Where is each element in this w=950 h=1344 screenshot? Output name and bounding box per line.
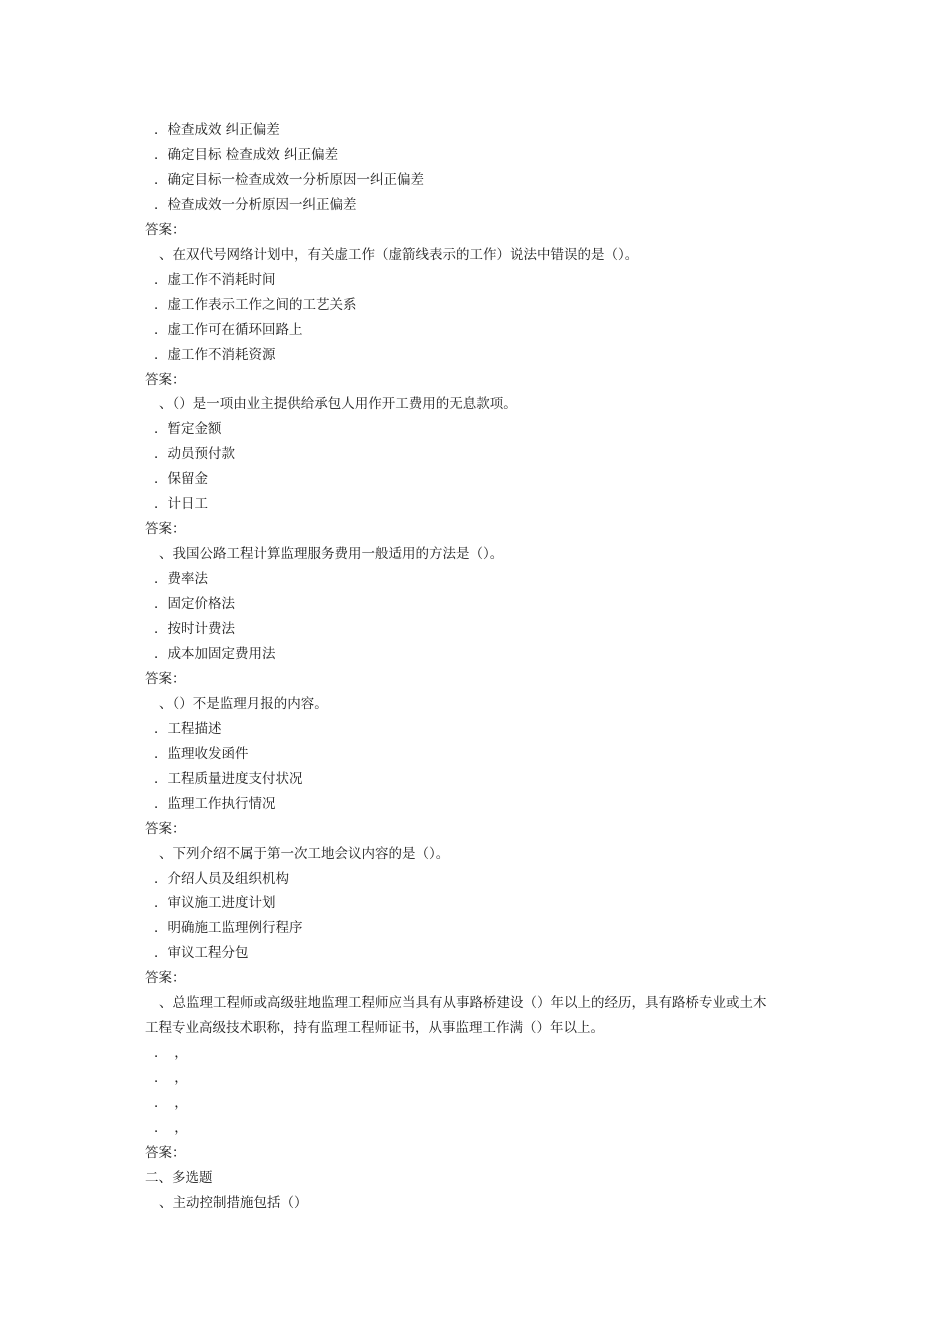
option-line: ．固定价格法 xyxy=(154,596,235,613)
option-line: ．审议施工进度计划 xyxy=(154,895,276,912)
option-line: ． ， xyxy=(154,1095,188,1112)
option-line: ．监理收发函件 xyxy=(154,745,249,762)
answer-label: 答案： xyxy=(145,970,186,987)
answer-label: 答案： xyxy=(145,670,186,687)
option-line: ．审议工程分包 xyxy=(154,945,249,962)
answer-label: 答案： xyxy=(145,521,186,538)
option-line: ． ， xyxy=(154,1070,188,1087)
question-text: 、（）不是监理月报的内容。 xyxy=(159,695,328,712)
question-text-continued: 工程专业高级技术职称，持有监理工程师证书，从事监理工作满（）年以上。 xyxy=(145,1020,604,1037)
option-line: ．明确施工监理例行程序 xyxy=(154,920,303,937)
option-line: ．检查成效一分析原因一纠正偏差 xyxy=(154,196,357,213)
option-line: ．确定目标 检查成效 纠正偏差 xyxy=(154,146,339,163)
option-line: ．动员预付款 xyxy=(154,446,235,463)
question-text: 、主动控制措施包括（） xyxy=(159,1194,308,1211)
option-line: ．保留金 xyxy=(154,471,208,488)
option-line: ．确定目标一检查成效一分析原因一纠正偏差 xyxy=(154,171,424,188)
answer-label: 答案： xyxy=(145,820,186,837)
answer-label: 答案： xyxy=(145,221,186,238)
section-heading: 二、多选题 xyxy=(145,1169,213,1186)
option-line: ．监理工作执行情况 xyxy=(154,795,276,812)
answer-label: 答案： xyxy=(145,371,186,388)
option-line: ． ， xyxy=(154,1045,188,1062)
answer-label: 答案： xyxy=(145,1144,186,1161)
option-line: ．成本加固定费用法 xyxy=(154,645,276,662)
option-line: ．暂定金额 xyxy=(154,421,222,438)
question-text: 、（）是一项由业主提供给承包人用作开工费用的无息款项。 xyxy=(159,396,517,413)
question-text: 、下列介绍不属于第一次工地会议内容的是（）。 xyxy=(159,845,450,862)
option-line: ．虚工作不消耗时间 xyxy=(154,271,276,288)
option-line: ．按时计费法 xyxy=(154,621,235,637)
option-line: ．虚工作可在循环回路上 xyxy=(154,321,303,338)
option-line: ．检查成效 纠正偏差 xyxy=(154,122,280,138)
option-line: ．工程质量进度支付状况 xyxy=(154,770,303,787)
question-text: 、总监理工程师或高级驻地监理工程师应当具有从事路桥建设（）年以上的经历，具有路桥专业或土木 xyxy=(159,995,767,1012)
option-line: ．虚工作表示工作之间的工艺关系 xyxy=(154,296,357,313)
question-text: 、我国公路工程计算监理服务费用一般适用的方法是（）。 xyxy=(159,546,504,563)
option-line: ．虚工作不消耗资源 xyxy=(154,346,276,363)
option-line: ．费率法 xyxy=(154,571,208,588)
option-line: ．计日工 xyxy=(154,496,208,513)
option-line: ．工程描述 xyxy=(154,720,222,737)
option-line: ． ， xyxy=(154,1120,188,1136)
question-text: 、在双代号网络计划中，有关虚工作（虚箭线表示的工作）说法中错误的是（）。 xyxy=(159,246,639,263)
option-line: ．介绍人员及组织机构 xyxy=(154,870,289,887)
